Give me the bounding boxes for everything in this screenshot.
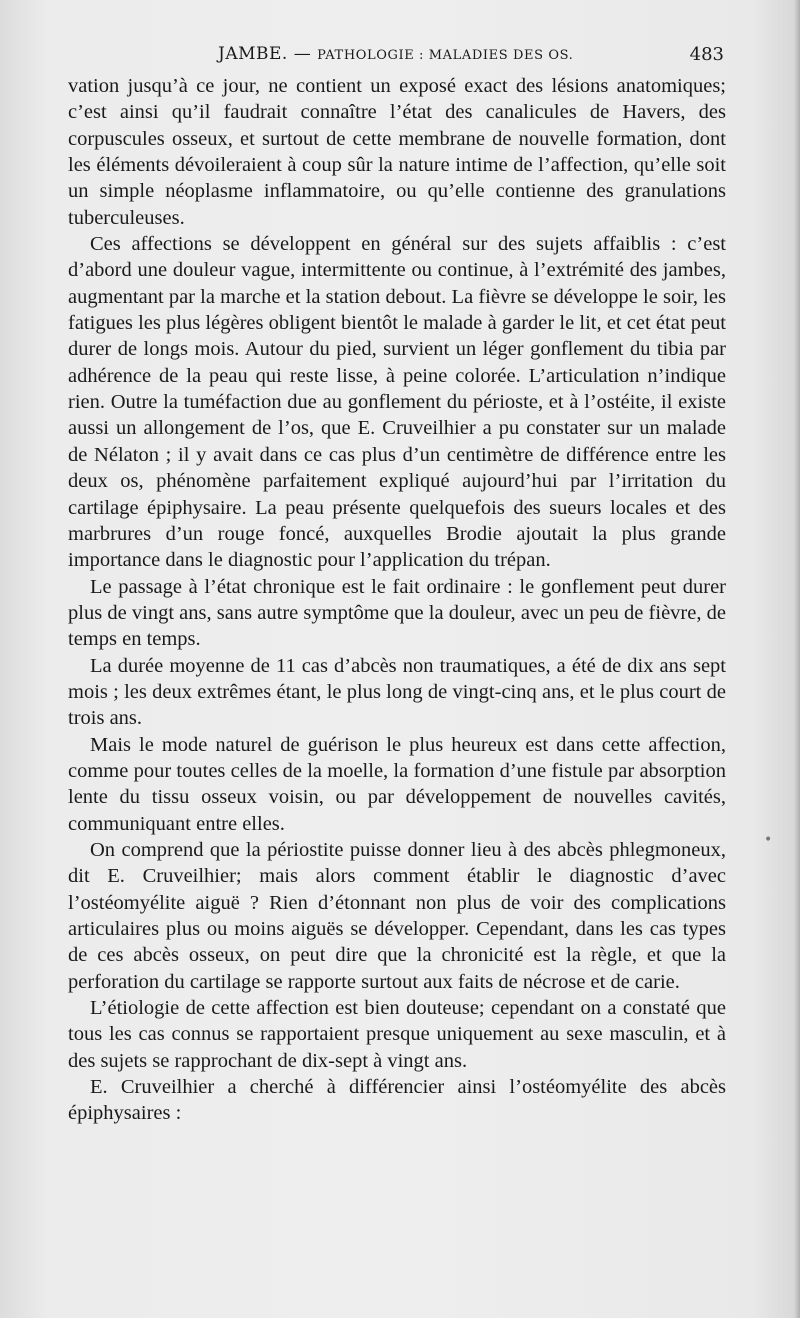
paragraph-continuation: vation jusqu’à ce jour, ne contient un exposé exact des lésions anatomiques; c’est ainsi qu’il faudrait connaître l’état des canalicules de Havers, des corpuscules osseux, et surtout de cette membrane de nouvelle formation, dont les éléments dévoileraient à coup sûr la nature intime de l’affection, qu’elle soit un simple néoplasme inflammatoire, ou qu’elle contienne des granulations tuberculeuses. [68,75,726,229]
running-title-subtitle: PATHOLOGIE : MALADIES DES OS. [317,48,574,63]
paragraph-differentiation: E. Cruveilhier a cherché à différencier ainsi l’ostéomyélite des abcès épiphysaires : [68,1076,726,1125]
paragraph-etiology: L’étiologie de cette affection est bien douteuse; cependant on a constaté que tous les cas connus se rapportaient presque uniquement au sexe masculin, et à des sujets se rapprochant de dix-sept à vingt ans. [68,997,726,1072]
paragraph-symptoms: Ces affections se développent en général sur des sujets affaiblis : c’est d’abord une douleur vague, intermittente ou continue, à l’extrémité des jambes, augmentant par la marche et la station debout. La fièvre se développe le soir, les fatigues les plus légères obligent bientôt le malade à garder le lit, et cet état peut durer de longs mois. Autour du pied, survient un léger gonflement du tibia par adhérence de la peau qui reste lisse, à peine colorée. L’articulation n’indique rien. Outre la tuméfaction due au gonflement du périoste, et à l’ostéite, il existe aussi un allongement de l’os, que E. Cruveilhier a pu constater sur un malade de Nélaton ; il y avait dans ce cas plus d’un centimètre de différence entre les deux os, phénomène parfaitement expliqué aujourd’hui par l’irritation du cartilage épiphysaire. La peau présente quelquefois des sueurs locales et des marbrures d’un rouge foncé, auxquelles Brodie ajoutait la plus grande importance dans le diagnostic pour l’application du trépan. [68,233,726,572]
running-title [218,44,573,64]
running-title-separator: — [293,44,312,64]
margin-speck: • [764,832,773,848]
running-head [68,40,724,70]
paragraph-duration: La durée moyenne de 11 cas d’abcès non traumatiques, a été de dix ans sept mois ; les deux extrêmes étant, le plus long de vingt-cinq ans, et le plus court de trois ans. [68,654,726,730]
body-text [68,73,726,1127]
paragraph-healing: Mais le mode naturel de guérison le plus heureux est dans cette affection, comme pour toutes celles de la moelle, la formation d’une fistule par absorption lente du tissu osseux voisin, ou par développement de nouvelles cavités, communiquant entre elles. [68,733,726,835]
paragraph-chronic-state: Le passage à l’état chronique est le fait ordinaire : le gonflement peut durer plus de vingt ans, sans autre symptôme que la douleur, avec un peu de fièvre, de temps en temps. [68,575,726,651]
page-number: 483 [689,44,724,65]
running-title-main: JAMBE. [218,44,288,64]
paragraph-diagnosis: On comprend que la périostite puisse donner lieu à des abcès phlegmoneux, dit E. Cruveilhier; mais alors comment établir le diagnostic d’avec l’ostéomyélite aiguë ? Rien d’étonnant non plus de voir des complications articulaires plus ou moins aiguës se développer. Cependant, dans les cas types de ces abcès osseux, on peut dire que la chronicité est la règle, et que la perforation du cartilage se rapporte surtout aux faits de nécrose et de carie. [68,838,726,993]
